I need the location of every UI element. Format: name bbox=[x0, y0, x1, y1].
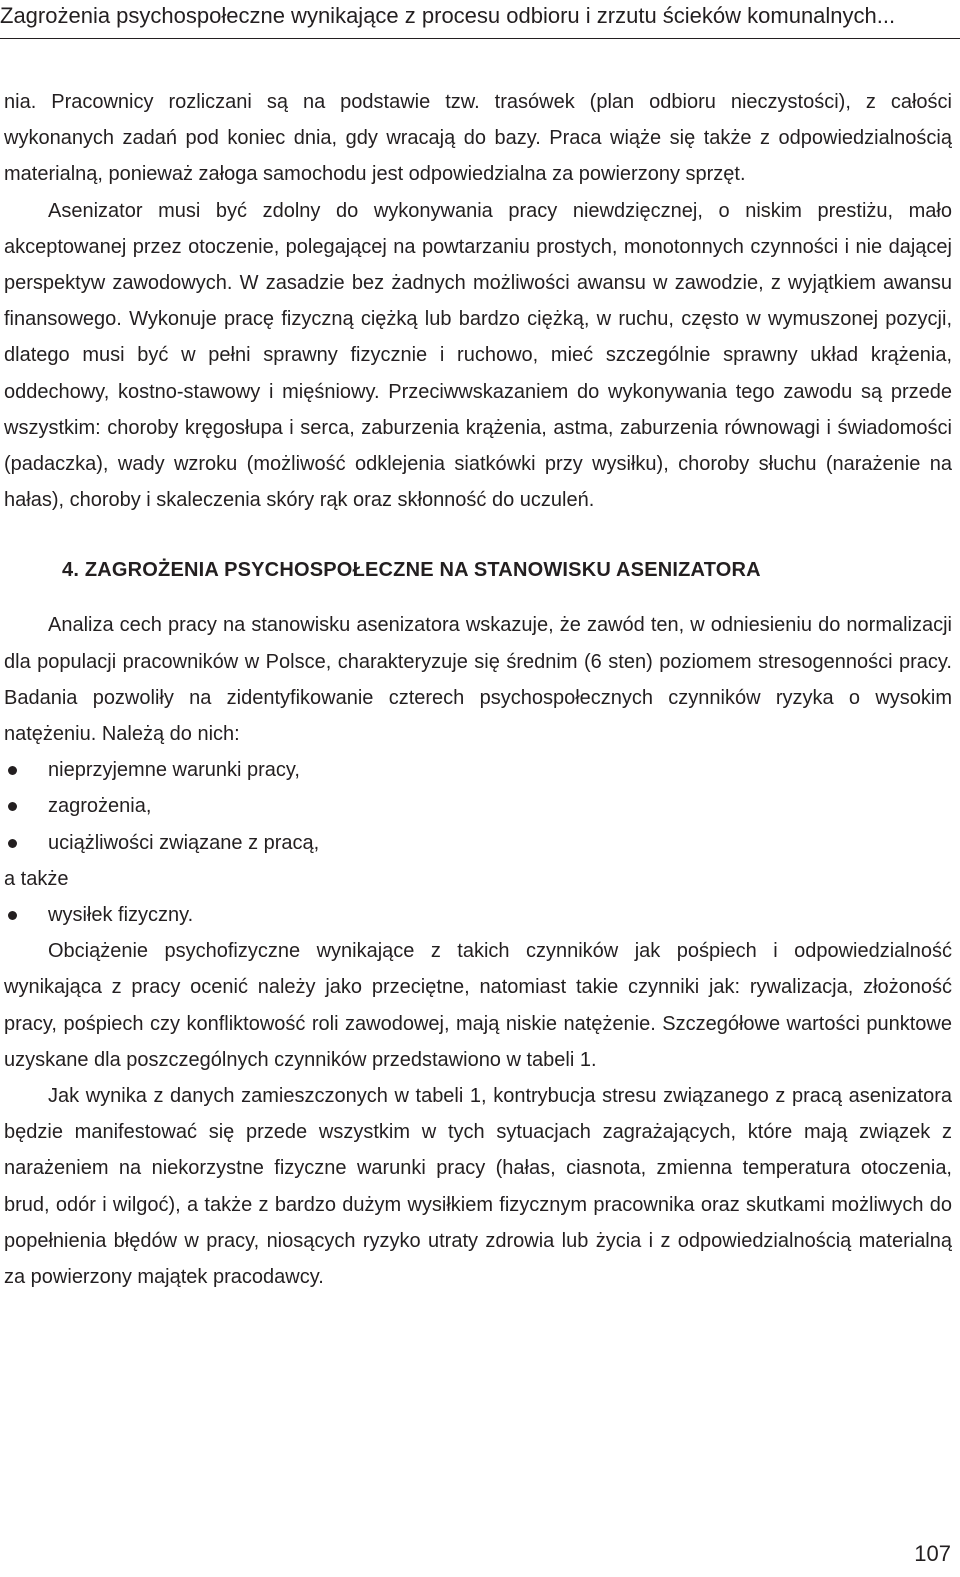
list-item-text: zagrożenia, bbox=[48, 795, 152, 818]
list-item bbox=[4, 788, 952, 824]
bullet-icon bbox=[8, 911, 17, 920]
paragraph-table-summary: Jak wynika z danych zamieszczonych w tabeli 1, kontrybucja stresu związanego z pracą asenizatora będzie manifestować się przede wszystkim w tych sytuacjach zagrażających, które mają związek z narażeniem na niekorzystne fizyczne warunki pracy (hałas, ciasnota, zmienna temperatura otoczenia, brud, odór i wilgoć), a także z bardzo dużym wysiłkiem fizycznym pracownika oraz skutkami możliwych do popełnienia błędów w pracy, niosących ryzyko utraty zdrowia lub życia i z odpowiedzialnością materialną za powierzony majątek pracodawcy. bbox=[4, 1085, 952, 1289]
list-item-text: wysiłek fizyczny. bbox=[48, 904, 194, 927]
paragraph-continuation: nia. Pracownicy rozliczani są na podstawie tzw. trasówek (plan odbioru nieczystości), z całości wykonanych zadań pod koniec dnia, gdy wracają do bazy. Praca wiąże się także z odpowiedzialnością materialną, ponieważ załoga samochodu jest odpowiedzialna za powierzony sprzęt. bbox=[4, 91, 952, 186]
paragraph-analysis: Analiza cech pracy na stanowisku asenizatora wskazuje, że zawód ten, w odniesieniu do normalizacji dla populacji pracowników w Polsce, charakteryzuje się średnim (6 sten) poziomem stresogenności pracy. Badania pozwoliły na zidentyfikowanie czterech psychospołecznych czynników ryzyka o wysokim natężeniu. Należą do nich: bbox=[4, 614, 952, 746]
list-item bbox=[4, 825, 952, 861]
list-item bbox=[4, 897, 952, 933]
bullet-icon bbox=[8, 802, 17, 811]
bullet-icon bbox=[8, 839, 17, 848]
section-heading: 4. ZAGROŻENIA PSYCHOSPOŁECZNE NA STANOWISKU ASENIZATORA bbox=[62, 559, 761, 582]
list-item bbox=[4, 752, 952, 788]
paragraph-load: Obciążenie psychofizyczne wynikające z takich czynników jak pośpiech i odpowiedzialność wynikająca z pracy ocenić należy jako przeciętne, natomiast takie czynniki jak: rywalizacja, złożoność pracy, pośpiech czy konfliktowość roli zawodowej, mają niskie natężenie. Szczegółowe wartości punktowe uzyskane dla poszczególnych czynników przedstawiono w tabeli 1. bbox=[4, 940, 952, 1071]
list-item-text: uciążliwości związane z pracą, bbox=[48, 831, 320, 854]
header-rule bbox=[0, 38, 960, 39]
bullet-icon bbox=[8, 766, 17, 775]
risk-factor-list bbox=[4, 752, 952, 861]
list-item-text: nieprzyjemne warunki pracy, bbox=[48, 759, 300, 782]
page-number: 107 bbox=[914, 1541, 951, 1566]
also-line: a także bbox=[4, 867, 69, 890]
running-header: Zagrożenia psychospołeczne wynikające z procesu odbioru i zrzutu ścieków komunalnych... bbox=[0, 3, 896, 28]
paragraph-asenizator: Asenizator musi być zdolny do wykonywania pracy niewdzięcznej, o niskim prestiżu, mało akceptowanej przez otoczenie, polegającej na powtarzaniu prostych, monotonnych czynności i nie dającej perspektyw zawodowych. W zasadzie bez żadnych możliwości awansu w zawodzie, z wyjątkiem awansu finansowego. Wykonuje pracę fizyczną ciężką lub bardzo ciężką, w ruchu, często w wymuszonej pozycji, dlatego musi być w pełni sprawny fizycznie i ruchowo, mieć szczególnie sprawny układ krążenia, oddechowy, kostno-stawowy i mięśniowy. Przeciwwskazaniem do wykonywania tego zawodu są przede wszystkim: choroby kręgosłupa i serca, zaburzenia krążenia, astma, zaburzenia równowagi i świadomości (padaczka), wady wzroku (możliwość odklejenia siatkówki przy wysiłku), choroby słuchu (narażenie na hałas), choroby i skaleczenia skóry rąk oraz skłonność do uczuleń. bbox=[4, 199, 952, 512]
body-text bbox=[4, 84, 952, 1295]
risk-factor-list-continued bbox=[4, 897, 952, 933]
